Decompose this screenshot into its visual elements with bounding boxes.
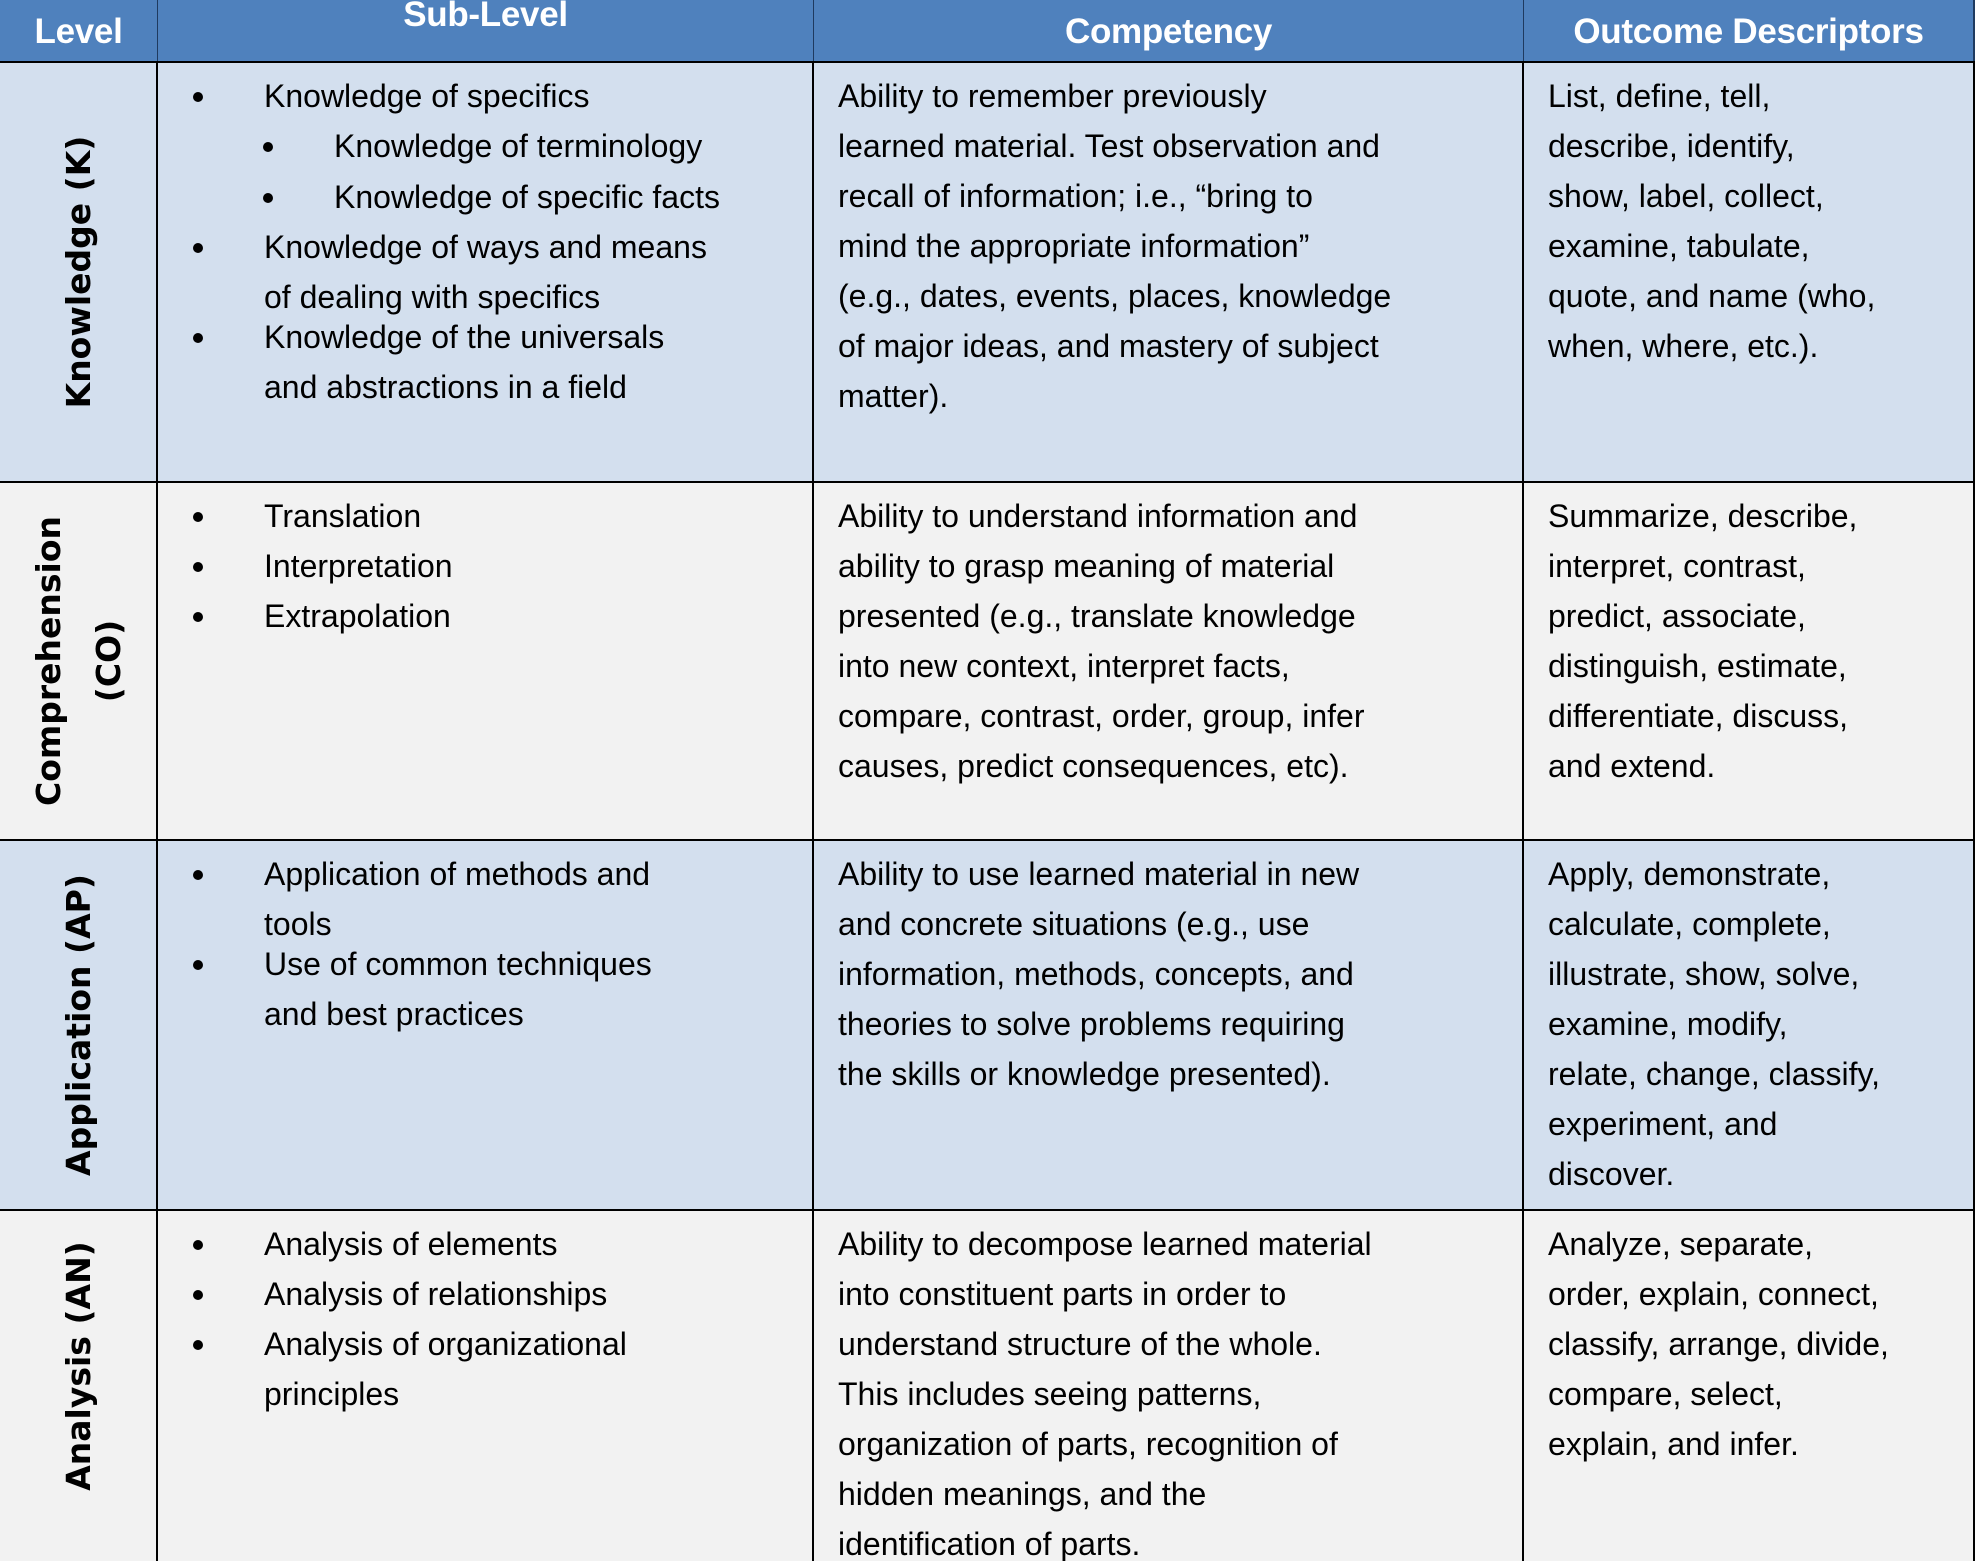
bullet-icon — [193, 562, 203, 572]
outcome-line: predict, associate, — [1548, 598, 1806, 634]
bullet-icon — [193, 512, 203, 522]
outcome-line: classify, arrange, divide, — [1548, 1326, 1889, 1362]
competency-line: matter). — [838, 378, 949, 414]
sub-level-line: of dealing with specifics — [264, 279, 601, 315]
level-label-line: (CO) — [89, 619, 128, 703]
level-label-line: Application (AP) — [59, 874, 98, 1176]
sub-level-line: Knowledge of specific facts — [334, 179, 720, 215]
sub-level-cell — [158, 483, 814, 839]
sub-level-line: Analysis of relationships — [264, 1276, 608, 1312]
sub-level-text — [264, 939, 652, 1039]
outcome-line: and extend. — [1548, 748, 1716, 784]
outcome-line: experiment, and — [1548, 1106, 1778, 1142]
competency-line: Ability to use learned material in new — [838, 856, 1360, 892]
outcome-line: relate, change, classify, — [1548, 1056, 1881, 1092]
level-cell — [0, 841, 158, 1209]
sub-level-line: Knowledge of specifics — [264, 78, 590, 114]
outcome-line: Analyze, separate, — [1548, 1226, 1814, 1262]
header-outcome-descriptors — [1524, 0, 1975, 61]
sub-level-text — [264, 312, 664, 412]
competency-line: presented (e.g., translate knowledge — [838, 598, 1356, 634]
sub-level-line: Use of common techniques — [264, 946, 652, 982]
competency-cell — [814, 483, 1524, 839]
outcome-cell — [1524, 63, 1975, 481]
level-cell — [0, 1211, 158, 1561]
competency-text — [838, 491, 1364, 791]
outcome-line: describe, identify, — [1548, 128, 1795, 164]
outcome-line: quote, and name (who, — [1548, 278, 1876, 314]
competency-line: Ability to decompose learned material — [838, 1226, 1372, 1262]
header-outcome-label: Outcome Descriptors — [1573, 12, 1924, 51]
level-label-line: Knowledge (K) — [59, 135, 98, 409]
bullet-icon — [193, 92, 203, 102]
header-sub-level-label: Sub-Level — [403, 0, 568, 34]
bullet-icon — [193, 870, 203, 880]
competency-line: compare, contrast, order, group, infer — [838, 698, 1365, 734]
outcome-line: order, explain, connect, — [1548, 1276, 1879, 1312]
outcome-text — [1548, 491, 1857, 791]
competency-line: organization of parts, recognition of — [838, 1426, 1338, 1462]
header-competency-label: Competency — [1064, 12, 1273, 51]
table-row-application — [0, 841, 1975, 1211]
outcome-cell — [1524, 841, 1975, 1209]
bullet-icon — [193, 1340, 203, 1350]
outcome-line: illustrate, show, solve, — [1548, 956, 1860, 992]
header-competency — [814, 0, 1524, 61]
outcome-line: discover. — [1548, 1156, 1675, 1192]
competency-cell — [814, 63, 1524, 481]
outcome-line: when, where, etc.). — [1548, 328, 1819, 364]
sub-level-line: Knowledge of the universals — [264, 319, 665, 355]
competency-line: understand structure of the whole. — [838, 1326, 1322, 1362]
level-label — [19, 516, 139, 806]
competency-line: hidden meanings, and the — [838, 1476, 1207, 1512]
sub-level-text — [264, 1269, 607, 1319]
competency-line: learned material. Test observation and — [838, 128, 1380, 164]
competency-text — [838, 849, 1359, 1099]
sub-level-text — [264, 541, 453, 591]
competency-line: theories to solve problems requiring — [838, 1006, 1345, 1042]
competency-line: and concrete situations (e.g., use — [838, 906, 1310, 942]
bullet-icon — [193, 1240, 203, 1250]
bullet-icon — [193, 1290, 203, 1300]
bullet-icon — [193, 612, 203, 622]
sub-level-text — [334, 121, 702, 171]
competency-line: Ability to remember previously — [838, 78, 1267, 114]
bullet-icon — [193, 960, 203, 970]
competency-line: mind the appropriate information” — [838, 228, 1310, 264]
competency-line: causes, predict consequences, etc). — [838, 748, 1349, 784]
competency-line: Ability to understand information and — [838, 498, 1358, 534]
competency-line: ability to grasp meaning of material — [838, 548, 1335, 584]
outcome-line: examine, modify, — [1548, 1006, 1788, 1042]
header-level — [0, 0, 158, 61]
competency-text — [838, 1219, 1372, 1561]
sub-level-line: Translation — [264, 498, 422, 534]
outcome-text — [1548, 1219, 1889, 1469]
bullet-icon — [263, 142, 273, 152]
header-level-label: Level — [34, 12, 123, 51]
outcome-line: Apply, demonstrate, — [1548, 856, 1831, 892]
outcome-text — [1548, 71, 1875, 371]
sub-level-line: and best practices — [264, 996, 524, 1032]
outcome-line: explain, and infer. — [1548, 1426, 1799, 1462]
level-label — [49, 1241, 109, 1491]
sub-level-line: Knowledge of ways and means — [264, 229, 707, 265]
sub-level-line: Knowledge of terminology — [334, 128, 703, 164]
outcome-line: List, define, tell, — [1548, 78, 1771, 114]
outcome-line: differentiate, discuss, — [1548, 698, 1849, 734]
competency-line: recall of information; i.e., “bring to — [838, 178, 1313, 214]
outcome-line: examine, tabulate, — [1548, 228, 1810, 264]
table-row-knowledge — [0, 63, 1975, 483]
table-row-analysis — [0, 1211, 1975, 1561]
sub-level-line: Application of methods and — [264, 856, 651, 892]
competency-line: information, methods, concepts, and — [838, 956, 1354, 992]
outcome-line: distinguish, estimate, — [1548, 648, 1847, 684]
sub-level-text — [264, 591, 451, 641]
outcome-line: interpret, contrast, — [1548, 548, 1806, 584]
sub-level-text — [264, 1219, 557, 1269]
outcome-line: compare, select, — [1548, 1376, 1783, 1412]
sub-level-line: Analysis of organizational — [264, 1326, 627, 1362]
competency-cell — [814, 841, 1524, 1209]
competency-line: (e.g., dates, events, places, knowledge — [838, 278, 1392, 314]
bullet-icon — [263, 193, 273, 203]
sub-level-text — [264, 1319, 627, 1419]
sub-level-line: Extrapolation — [264, 598, 451, 634]
sub-level-text — [264, 849, 650, 949]
level-cell — [0, 483, 158, 839]
outcome-line: calculate, complete, — [1548, 906, 1831, 942]
level-label-line: Comprehension — [29, 515, 68, 807]
sub-level-cell — [158, 841, 814, 1209]
competency-line: This includes seeing patterns, — [838, 1376, 1262, 1412]
level-label-box — [0, 1211, 158, 1561]
outcome-cell — [1524, 1211, 1975, 1561]
table-row-comprehension — [0, 483, 1975, 841]
sub-level-cell — [158, 63, 814, 481]
sub-level-text — [264, 71, 590, 121]
competency-line: identification of parts. — [838, 1526, 1141, 1561]
level-label — [49, 136, 109, 409]
level-label-box — [0, 483, 158, 839]
bullet-icon — [193, 333, 203, 343]
level-label-line: Analysis (AN) — [59, 1241, 98, 1491]
sub-level-line: and abstractions in a field — [264, 369, 627, 405]
level-label — [49, 874, 109, 1176]
competency-cell — [814, 1211, 1524, 1561]
sub-level-text — [264, 222, 707, 322]
level-label-box — [0, 841, 158, 1209]
level-label-box — [0, 63, 158, 481]
competency-line: into new context, interpret facts, — [838, 648, 1290, 684]
level-cell — [0, 63, 158, 481]
outcome-text — [1548, 849, 1880, 1199]
table-header-row — [0, 0, 1975, 63]
competency-line: the skills or knowledge presented). — [838, 1056, 1331, 1092]
competency-line: into constituent parts in order to — [838, 1276, 1287, 1312]
sub-level-line: Analysis of elements — [264, 1226, 558, 1262]
competency-text — [838, 71, 1391, 421]
outcome-line: Summarize, describe, — [1548, 498, 1858, 534]
sub-level-cell — [158, 1211, 814, 1561]
header-sub-level — [158, 0, 814, 61]
sub-level-text — [334, 172, 720, 222]
sub-level-line: Interpretation — [264, 548, 453, 584]
sub-level-text — [264, 491, 421, 541]
sub-level-line: principles — [264, 1376, 400, 1412]
outcome-line: show, label, collect, — [1548, 178, 1824, 214]
sub-level-line: tools — [264, 906, 332, 942]
competency-line: of major ideas, and mastery of subject — [838, 328, 1379, 364]
bullet-icon — [193, 243, 203, 253]
outcome-cell — [1524, 483, 1975, 839]
